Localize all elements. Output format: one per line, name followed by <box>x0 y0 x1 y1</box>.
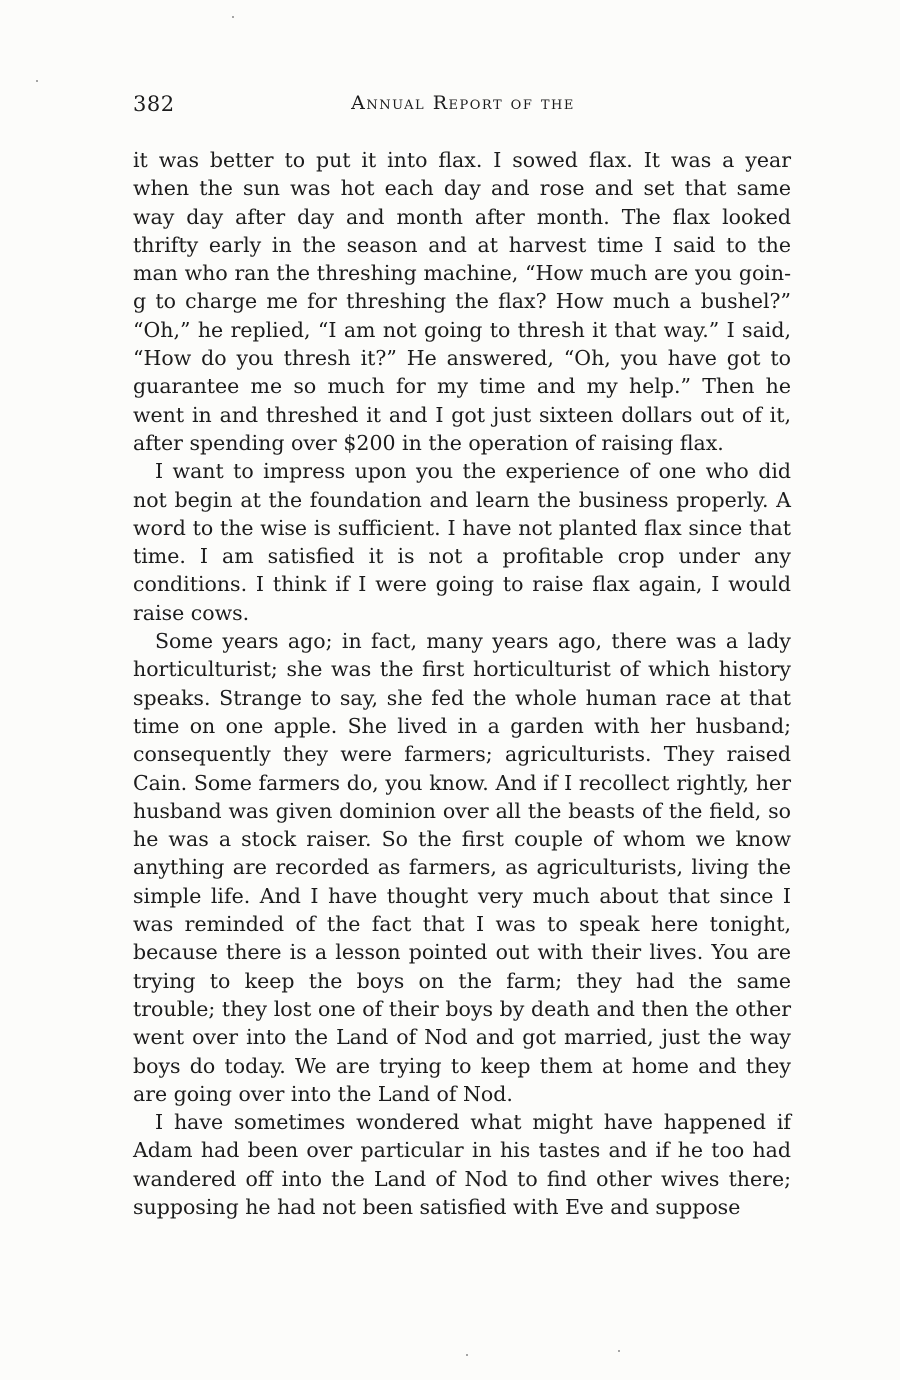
scan-speck <box>466 1354 468 1356</box>
body-text <box>133 146 791 1221</box>
paragraph: I have sometimes wondered what might have happened if Adam had been over particular in his tastes and if he too had wandered off into the Land of Nod to find other wives there; supposing he had not been satisfied with Eve and suppose <box>133 1110 791 1219</box>
paragraph: Some years ago; in fact, many years ago, there was a lady horticulturist; she was the first horticulturist of which history speaks. Strange to say, she fed the whole human race at that time on one apple. She lived in a garden with her husband; consequently they were farmers; agriculturists. They raised Cain. Some farmers do, you know. And if I recollect rightly, her husband was given dominion over all the beasts of the field, so he was a stock raiser. So the first couple of whom we know anything are recorded as farmers, as agriculturists, living the simple life. And I have thought very much about that since I was reminded of the fact that I was to speak here tonight, because there is a lesson pointed out with their lives. You are trying to keep the boys on the farm; they had the same trouble; they lost one of their boys by death and then the other went over into the Land of Nod and got married, just the way boys do today. We are trying to keep them at home and they are going over into the Land of Nod. <box>133 629 791 1106</box>
scan-speck <box>232 16 234 18</box>
paragraph: I want to impress upon you the experience of one who did not begin at the foundation and learn the business properly. A word to the wise is sufficient. I have not planted flax since that time. I am satisfied it is not a profitable crop under any conditions. I think if I were going to raise flax again, I would raise cows. <box>133 459 791 625</box>
paragraph-continued: it was better to put it into flax. I sowed flax. It was a year when the sun was hot each day and rose and set that same way day after day and month after month. The flax looked thrifty early in the season and at harvest time I said to the man who ran the threshing machine, “How much are you going to charge me for threshing the flax? How much a bushel?” “Oh,” he replied, “I am not going to thresh it that way.” I said, “How do you thresh it?” He answered, “Oh, you have got to guarantee me so much for my time and my help.” Then he went in and threshed it and I got just sixteen dollars out of it, after spending over $200 in the operation of raising flax. <box>133 148 791 455</box>
page-header <box>133 92 793 122</box>
scan-speck <box>618 1350 620 1352</box>
running-head: Annual Report of the <box>351 92 575 114</box>
scan-speck <box>36 80 38 82</box>
page-number: 382 <box>133 92 175 116</box>
